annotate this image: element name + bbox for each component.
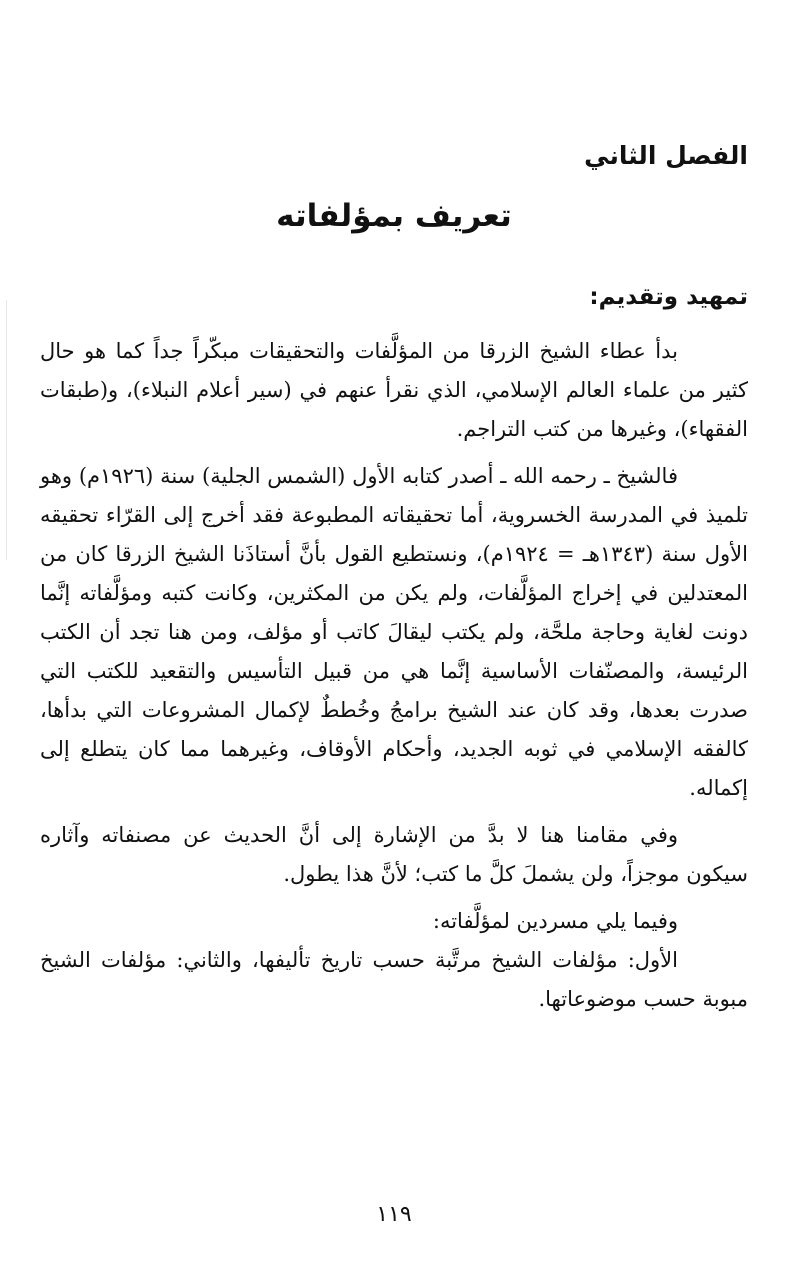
chapter-label: الفصل الثاني bbox=[584, 141, 748, 170]
paragraph-brief-note: وفي مقامنا هنا لا بدَّ من الإشارة إلى أنَّ الحديث عن مصنفاته وآثاره سيكون موجزاً، ولن يشملَ كلَّ ما كتب؛ لأنَّ هذا يطول. bbox=[40, 823, 748, 886]
body-text bbox=[40, 332, 748, 1027]
paragraph-first-book: فالشيخ ـ رحمه الله ـ أصدر كتابه الأول (الشمس الجلية) سنة (١٩٢٦م) وهو تلميذ في المدرسة الخسروية، أما تحقيقاته المطبوعة فقد أخرج إلى القرّاء تحقيقه الأول سنة (١٣٤٣هـ = ١٩٢٤م)، ونستطيع القول بأنَّ أستاذَنا الشيخ الزرقا كان من المعتدلين في إخراج المؤلَّفات، ولم يكن من المكثرين، وكانت كتبه ومؤلَّفاته إنَّما دونت لغاية وحاجة ملحَّة، ولم يكتب ليقالَ كاتب أو مؤلف، ومن هنا تجد أن الكتب الرئيسة، والمصنّفات الأساسية إنَّما هي من قبيل التأسيس والتقعيد للكتب التي صدرت بعدها، وقد كان عند الشيخ برامجُ وخُططٌ لإكمال المشروعات التي بدأها، كالفقه الإسلامي في ثوبه الجديد، وأحكام الأوقاف، وغيرهما مما كان يتطلع إلى إكماله. bbox=[40, 464, 748, 800]
chapter-title: تعريف بمؤلفاته bbox=[276, 198, 512, 234]
paragraph-two-lists: الأول: مؤلفات الشيخ مرتَّبة حسب تاريخ تأليفها، والثاني: مؤلفات الشيخ مبوبة حسب موضوعاتها. bbox=[40, 948, 748, 1011]
paragraph-intro: بدأ عطاء الشيخ الزرقا من المؤلَّفات والتحقيقات مبكّراً جداً كما هو حال كثير من علماء العالم الإسلامي، الذي نقرأ عنهم في (سير أعلام النبلاء)، و(طبقات الفقهاء)، وغيرها من كتب التراجم. bbox=[40, 339, 748, 441]
section-heading: تمهيد وتقديم: bbox=[589, 284, 748, 310]
paragraph-list-intro: وفيما يلي مسردين لمؤلَّفاته: bbox=[432, 909, 678, 933]
page-number: ١١٩ bbox=[376, 1202, 412, 1227]
scan-margin-line bbox=[6, 300, 7, 560]
